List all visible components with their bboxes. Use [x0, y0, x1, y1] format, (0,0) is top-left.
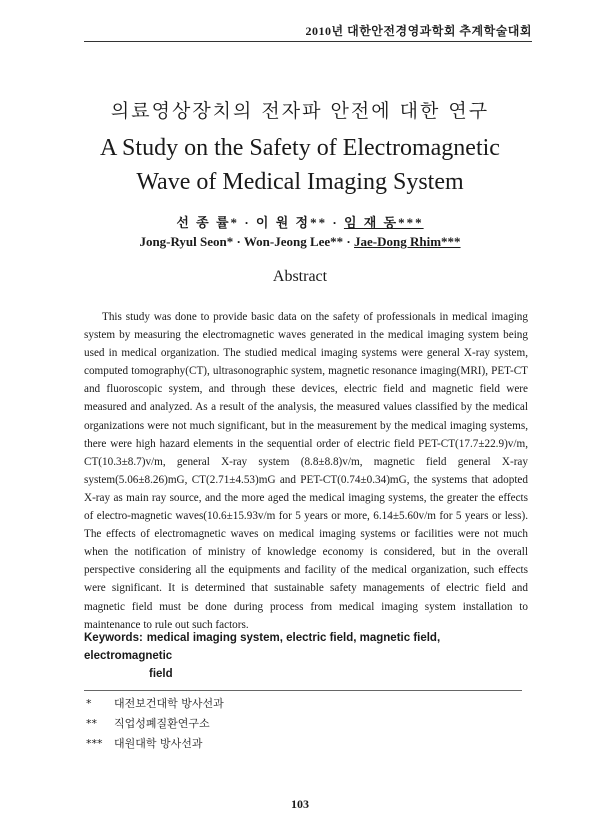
keywords-line2: field [149, 668, 173, 680]
footnote-text: 대원대학 방사선과 [114, 737, 203, 750]
header-divider [84, 41, 532, 42]
abstract-body: This study was done to provide basic data on the safety of professionals in medical imaging system by measuring the electromagnetic waves generated in the medical imaging system being used in medical organization. The studied medical imaging systems were general X-ray system, computed tomography(CT), ultrasonographic system, magnetic resonance imaging(MRI), PET-CT and fluoroscopic system, and through these devices, electric field and magnetic field were measured and analyzed. As a result of the analysis, the measured values classified by the medical organizations were not much significant, but in the measurement by the medical imaging systems, there were high hazard elements in the sequential order of electric field PET-CT(17.7±22.9)v/m, CT(10.3±8.7)v/m, general X-ray system (8.8±8.8)v/m, magnetic field general X-ray system(5.06±8.26)mG, CT(2.71±4.53)mG and PET-CT(0.74±0.34)mG, the systems that adopted X-ray as main ray source, and the more aged the medical imaging systems, the greater the effects of electro-magnetic waves(10.6±15.93v/m for 5 years or more, 6.14±5.60v/m for 5 years or less). The effects of electromagnetic waves on medical imaging systems or facilities were not much when the notification of ministry of knowledge economy is considered, but in the overall perspective considering all the equipments and facility of the medical organization, such effects were significant. It is determined that sustainable safety managements of electric field and magnetic field must be done during process from medical imaging system installation to maintenance to rule out such factors. [84, 311, 528, 631]
title-korean: 의료영상장치의 전자파 안전에 대한 연구 [110, 100, 490, 122]
footnote-text: 대전보건대학 방사선과 [114, 697, 224, 710]
author-english-1: Jong-Ryul Seon* [139, 234, 234, 249]
keywords-label: Keywords: [84, 632, 143, 644]
authors-korean [0, 212, 600, 231]
author-korean-1: 선 종 률* [176, 215, 240, 230]
title-block [0, 96, 600, 199]
author-english-2: Won-Jeong Lee** [243, 234, 344, 249]
conference-header: 2010년 대한안전경영과학회 추계학술대회 [305, 24, 532, 38]
footnote-mark: ** [86, 717, 97, 730]
abstract-heading: Abstract [272, 268, 328, 285]
footnote-item [86, 714, 224, 734]
author-separator: · [233, 234, 244, 249]
footnotes [86, 694, 224, 754]
author-korean-3: 임 재 동*** [343, 215, 424, 230]
author-separator: · [239, 215, 256, 230]
title-english [0, 131, 600, 199]
author-separator: · [343, 234, 355, 249]
title-english-line2: Wave of Medical Imaging System [136, 169, 464, 195]
footnote-text: 직업성폐질환연구소 [114, 717, 210, 730]
author-korean-2: 이 원 정** [255, 215, 328, 230]
footnote-mark: * [86, 697, 92, 710]
author-separator: · [327, 215, 344, 230]
title-english-line1: A Study on the Safety of Electromagnetic [100, 135, 500, 161]
keywords-line1: medical imaging system, electric field, magnetic field, electromagnetic [84, 632, 441, 662]
keywords [84, 629, 528, 683]
footnote-mark: *** [86, 737, 103, 750]
footnote-item [86, 734, 224, 754]
footnote-divider [84, 690, 522, 691]
page-number: 103 [291, 797, 309, 811]
footnote-item [86, 694, 224, 714]
authors-english [0, 234, 600, 250]
author-english-3: Jae-Dong Rhim*** [354, 234, 461, 249]
